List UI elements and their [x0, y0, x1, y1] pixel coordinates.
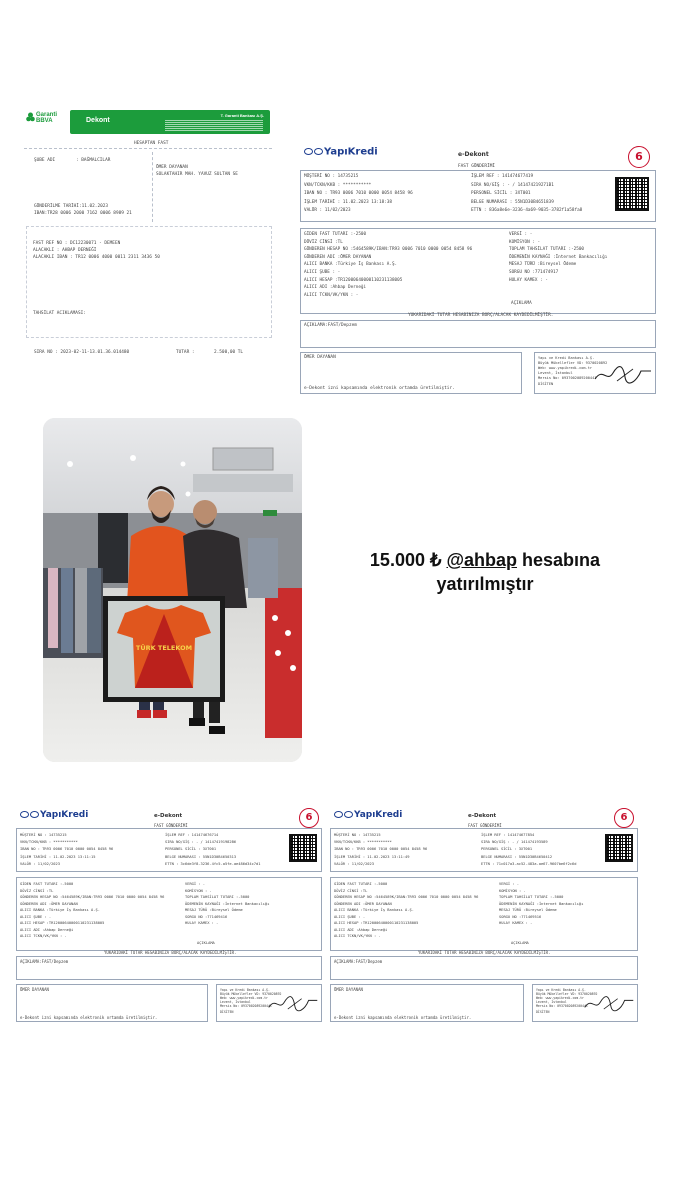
yk-bl-bank-block-5: Mersis No: 0937002089200441 — [220, 1004, 272, 1008]
yk-bank-block: Yapı ve Kredi Bankası A.Ş. — [538, 356, 595, 360]
signature-icon — [583, 993, 635, 1013]
yk-br-footer-left-box — [330, 984, 524, 1022]
receipt-row: SORGU NO :771474917 — [509, 270, 559, 275]
yk-br-logo-text: YapıKredi — [354, 810, 403, 820]
receipt-row: MÜŞTERİ NO : 14735215 — [304, 174, 359, 179]
yk-br-info-box — [330, 828, 638, 872]
yk-subtitle: FAST GÖNDERİMİ — [458, 164, 496, 169]
receipt-row: GÖNDEREN HESAP NO :5464589K/IBAN:TR93 0006 7010 0000 0054 8458 96 — [20, 895, 165, 899]
yk-qr-code-icon — [615, 177, 649, 211]
receipt-row: VKN/TCKN/KKB : *********** — [304, 182, 372, 188]
receipt-row: ALICI BANKA :Türkiye İş Bankası A.Ş. — [20, 908, 100, 912]
yk-bl-logo — [20, 811, 88, 818]
caption-line2: yatırılmıştır — [436, 574, 534, 594]
garanti-sira: SIRA NO : 2023-02-11-13.01.36.014480 — [34, 350, 130, 355]
garanti-alacakli: ALACAKLI : AHBAP DERNEĞİ — [33, 248, 97, 253]
yk-br-footer-name: ÖMER DAYANAN — [334, 987, 363, 992]
yk-notice: YUKARIDAKİ TUTAR HESABINIZA BORÇ/ALACAK KAYDEDİLMİŞTİR. — [408, 313, 554, 318]
garanti-tutar-value: 2.500,00 TL — [214, 350, 244, 355]
yk-logo-icon — [304, 148, 313, 155]
caption-mention-link[interactable]: @ahbap — [446, 550, 518, 570]
receipt-row: MESAJ TÜRÜ :Bireysel Ödeme — [185, 908, 243, 912]
receipt-row: PERSONEL SİCİL : 3XT001 — [471, 191, 531, 196]
yk-info-box — [300, 170, 656, 222]
garanti-aciklama: TAHSİLAT ACIKLAMASI: — [33, 311, 86, 316]
yk-bl-footer-left-box — [16, 984, 208, 1022]
receipt-row: IBAN NO : TR93 0006 7010 0000 0054 8458 96 — [20, 847, 114, 852]
yk-bl-bank-block-4: Levent, İstanbul — [220, 1000, 251, 1004]
yk-br-bank-block-4: Levent, İstanbul — [536, 1000, 567, 1004]
receipt-row: ALICI ADI :Ahbap Derneği — [334, 927, 388, 932]
yk-footer-note: e-Dekont izni kapsamında elektronik ortamda üretilmiştir. — [304, 386, 455, 391]
garanti-doc-type: Dekont — [86, 117, 110, 124]
receipt-row: SIRA NO/GİŞ : - / 141474193589 — [481, 840, 548, 845]
receipt-row: İŞLEM TARİHİ : 11.02.2023 13:18:38 — [304, 199, 392, 205]
garanti-detail-box — [26, 226, 272, 338]
yk-br-seal-icon — [614, 808, 634, 828]
receipt-row: HULAY KAMEX : - — [185, 921, 219, 925]
receipt-row: TOPLAM TAHSİLAT TUTARI :-5000 — [185, 895, 250, 899]
aciklama-label: AÇIKLAMA — [197, 941, 215, 945]
receipt-row: ALICI ADI :Ahbap Derneği — [20, 927, 74, 932]
receipt-row: MESAJ TÜRÜ :Bireysel Ödeme — [499, 908, 557, 912]
receipt-row: GÖNDEREN ADI :ÖMER DAYANAN — [334, 901, 392, 906]
receipt-row: GİDEN FAST TUTARI :-2500 — [304, 232, 367, 237]
yk-bl-footer-note: e-Dekont izni kapsamında elektronik ortamda üretilmiştir. — [20, 1015, 158, 1020]
yk-bl-bank-block-2: Büyük Mükellefler VD: 9370020892 — [220, 992, 282, 996]
yk-bl-info-box — [16, 828, 322, 872]
yk-seal-text: 6 — [635, 150, 643, 163]
yk-br-bank-block-2: Büyük Mükellefler VD: 9370020892 — [536, 992, 598, 996]
receipt-row: GİDEN FAST TUTARI :-5000 — [334, 882, 388, 886]
yk-br-bank-block: Yapı ve Kredi Bankası A.Ş. — [536, 988, 586, 992]
yapikredi-receipt-bottom-right — [328, 805, 640, 1027]
yk-bl-aciklama-box — [16, 956, 322, 980]
receipt-row: HULAY KAMEX : - — [499, 921, 533, 925]
receipt-row: ALICI TCKN/VK/YKN : - — [334, 934, 381, 938]
receipt-row: SIRA NO/GİŞ : - / 141474219271B1 — [471, 182, 554, 188]
signature-icon — [267, 993, 319, 1013]
garanti-header-fineprint — [165, 119, 263, 131]
receipt-row: ETTN : 836a8e6e-3236-4a69-9035-3782f1a58fa8 — [471, 208, 583, 213]
receipt-row: İŞLEM REF : 141474676714 — [165, 833, 219, 837]
yk-aciklama-box — [300, 320, 656, 348]
receipt-row: ÖDEMENİN KAYNAĞI :İnternet Bankacılığı — [185, 901, 270, 906]
yk-footer-name: ÖMER DAYANAN — [304, 355, 336, 360]
receipt-row: ÖDEMENİN KAYNAĞI :İnternet Bankacılığı — [499, 901, 584, 906]
garanti-address: SOLAKTAHIR MAH. YAVUZ SULTAN SE — [156, 172, 238, 177]
receipt-row: GÖNDEREN HESAP NO :5464589K/IBAN:TR93 0006 7010 0000 0054 8458 96 — [334, 895, 479, 899]
receipt-row: GÖNDEREN ADI :ÖMER DAYANAN — [20, 901, 78, 906]
receipt-row: ETTN : 3c6de3f8-3236-4fc5-a5fe-ae486d34c7d1 — [165, 861, 261, 866]
receipt-row: BELGE NUMARASI : 55N1D30B4650412 — [481, 854, 553, 859]
receipt-row: SORGU NO :771469416 — [185, 914, 228, 919]
receipt-row: SORGU NO :771469516 — [499, 914, 542, 919]
receipt-row: VKN/TCKN/KKB : *********** — [20, 840, 78, 845]
yk-br-title: e-Dekont — [468, 813, 497, 819]
receipt-row: MÜŞTERİ NO : 14735215 — [20, 833, 67, 837]
receipt-row: SIRA NO/GİŞ : - / 141474191982B6 — [165, 840, 237, 845]
yk-br-notice: YUKARIDAKİ TUTAR HESABINIZA BORÇ/ALACAK KAYDEDİLMİŞTİR. — [418, 950, 551, 955]
receipt-row: GÖNDEREN ADI :ÖMER DAYANAN — [304, 254, 372, 260]
yk-bl-logo-icon-2 — [30, 811, 39, 818]
receipt-row: DÖVİZ CİNSİ :TL — [20, 888, 54, 893]
yk-bl-qr-code-icon — [289, 834, 317, 862]
yk-detail-box — [300, 228, 656, 314]
yk-bl-bank-block-3: Web: www.yapikredi.com.tr — [220, 996, 268, 1000]
receipt-row: IBAN NO : TR93 0006 7010 0000 0054 8458 96 — [334, 847, 428, 852]
yk-br-footer-note: e-Dekont izni kapsamında elektronik ortamda üretilmiştir. — [334, 1015, 472, 1020]
receipt-row: İŞLEM TARİHİ : 11.02.2023 13:11:15 — [20, 854, 96, 859]
yk-br-footer-right-box — [532, 984, 638, 1022]
receipt-row: ETTN : 71c017a3-ac52-483a-ae67-9607be6f2c6d — [481, 861, 577, 866]
receipt-row: ALICI ŞUBE : - — [304, 270, 341, 275]
yk-bl-seal-icon — [299, 808, 319, 828]
receipt-row: VALÖR : 11/02/2023 — [304, 208, 351, 213]
receipt-row: MESAJ TÜRÜ :Bireysel Ödeme — [509, 262, 577, 268]
yk-bl-notice: YUKARIDAKİ TUTAR HESABINIZA BORÇ/ALACAK KAYDEDİLMİŞTİR. — [104, 950, 237, 955]
yk-seal-icon — [628, 146, 650, 168]
receipt-row: VALÖR : 11/02/2023 — [334, 861, 374, 866]
yk-br-bank-block-6: DİSİTEN — [536, 1010, 550, 1014]
yk-bank-block-5: Mersis No: 0937002089200441 — [538, 376, 597, 380]
yapikredi-receipt-top — [298, 140, 660, 398]
receipt-row: MÜŞTERİ NO : 14735215 — [334, 833, 381, 837]
yk-br-qr-code-icon — [605, 834, 633, 862]
yk-bl-bank-block: Yapı ve Kredi Bankası A.Ş. — [220, 988, 270, 992]
jersey-text: TÜRK TELEKOM — [135, 644, 193, 652]
yk-bl-footer-name: ÖMER DAYANAN — [20, 987, 49, 992]
receipt-row: VALÖR : 11/02/2023 — [20, 861, 60, 866]
yk-footer-left-box — [300, 352, 522, 394]
yk-bl-aciklama-row: AÇIKLAMA:FAST/Depzem — [20, 959, 69, 964]
yk-footer-right-box — [534, 352, 656, 394]
garanti-ref: FAST REF NO : DC12230071 - DEMEEN — [33, 241, 121, 246]
yk-br-aciklama-row: AÇIKLAMA:FAST/Depzem — [334, 959, 383, 964]
yapikredi-receipt-bottom-left — [14, 805, 324, 1027]
yk-bl-footer-right-box — [216, 984, 322, 1022]
receipt-row: TOPLAM TAHSİLAT TUTARI :-2500 — [509, 247, 585, 253]
garanti-divider — [24, 148, 272, 149]
yk-br-bank-block-5: Mersis No: 0937002089200441 — [536, 1004, 588, 1008]
yk-logo — [304, 148, 378, 156]
receipt-row: KOMİSYON : - — [509, 239, 541, 245]
garanti-title: HESAPTAN FAST — [134, 141, 169, 146]
yk-br-logo — [334, 811, 402, 818]
receipt-row: ALICI BANKA :Türkiye İş Bankası A.Ş. — [304, 262, 398, 268]
receipt-row: DÖVİZ CİNSİ :TL — [334, 888, 368, 893]
garanti-sube-value: : BAĞMALCILAR — [76, 158, 111, 163]
garanti-sube-label: ŞUBE ADI — [34, 158, 56, 163]
receipt-row: BELGE NUMARASI : 55N1D30B4651839 — [471, 199, 554, 205]
receipt-row: DÖVİZ CİNSİ :TL — [304, 239, 343, 245]
yk-br-bank-block-3: Web: www.yapikredi.com.tr — [536, 996, 584, 1000]
yk-br-aciklama-box — [330, 956, 638, 980]
receipt-row: IBAN NO : TR93 0006 7010 0000 0054 8458 96 — [304, 191, 413, 196]
yk-bank-block-4: Levent, İstanbul — [538, 371, 573, 375]
receipt-row: ALICI HESAP :TR12000640000110231138005 — [304, 277, 403, 283]
receipt-row: İŞLEM REF : 141474677854 — [481, 833, 535, 837]
receipt-row: VERGİ : - — [509, 232, 533, 237]
caption-line1-rest: hesabına — [522, 550, 601, 570]
receipt-row: GÖNDEREN HESAP NO :5464589K/IBAN:TR93 0006 7010 0000 0054 8458 96 — [304, 247, 473, 253]
receipt-row: ALICI BANKA :Türkiye İş Bankası A.Ş. — [334, 908, 414, 912]
yk-bl-bank-block-6: DİSİTEN — [220, 1010, 234, 1014]
yk-bl-logo-icon — [20, 811, 29, 818]
caption-amount: 15.000 ₺ — [369, 550, 442, 570]
garanti-date: GÖNDERİLME TARİHİ:11.02.2023 — [34, 204, 109, 209]
yk-br-seal-text: 6 — [620, 812, 628, 823]
receipt-row: VERGİ : - — [185, 882, 205, 886]
garanti-header-bar — [70, 110, 270, 134]
yk-bank-block-2: Büyük Mükellefler VD: 9370020892 — [538, 361, 608, 365]
signature-icon — [593, 363, 653, 385]
donation-caption — [330, 548, 640, 596]
receipt-row: VKN/TCKN/KKB : *********** — [334, 840, 392, 845]
yk-title: e-Dekont — [458, 151, 489, 158]
receipt-row: KOMİSYON : - — [185, 888, 212, 893]
receipt-row: ALICI TCKN/VK/YKN : - — [304, 292, 359, 298]
yk-br-detail-box — [330, 877, 638, 951]
receipt-row: İŞLEM REF : 141474677419 — [471, 174, 534, 179]
receipt-row: PERSONEL SİCİL : 3XT001 — [165, 847, 217, 852]
receipt-row: TOPLAM TAHSİLAT TUTARI :-5000 — [499, 895, 564, 899]
framed-jersey — [103, 596, 225, 702]
yk-bank-block-3: Web: www.yapikredi.com.tr — [538, 366, 593, 370]
receipt-row: ALICI HESAP :TR12000640000110231138005 — [20, 921, 105, 925]
aciklama-label: AÇIKLAMA — [511, 941, 529, 945]
donation-photo — [43, 418, 302, 762]
receipt-row: İŞLEM TARİHİ : 11.02.2023 13:11:49 — [334, 854, 410, 859]
yk-br-logo-icon-2 — [344, 811, 353, 818]
receipt-row: ALICI ŞUBE : - — [334, 914, 366, 919]
receipt-row: HULAY KAMEX : - — [509, 277, 548, 283]
yk-bl-title: e-Dekont — [154, 813, 183, 819]
receipt-row: ALICI ŞUBE : - — [20, 914, 52, 919]
receipt-row: PERSONEL SİCİL : 3XT001 — [481, 847, 533, 852]
yk-logo-icon-2 — [314, 148, 323, 155]
garanti-receipt — [24, 108, 272, 361]
yk-bl-seal-text: 6 — [305, 812, 313, 823]
receipt-row: VERGİ : - — [499, 882, 519, 886]
receipt-row: BELGE NUMARASI : 55N1D30B4650313 — [165, 854, 237, 859]
garanti-alacakli-iban: ALACAKLI IBAN : TR12 0006 4000 0011 2311 3436 50 — [33, 255, 160, 260]
yk-bl-detail-box — [16, 877, 322, 951]
garanti-bank-name: T. Garanti Bankası A.Ş. — [220, 113, 264, 118]
receipt-row: ÖDEMENİN KAYNAĞI :İnternet Bankacılığı — [509, 254, 608, 260]
yk-br-logo-icon — [334, 811, 343, 818]
garanti-logo-text: Garanti BBVA — [36, 112, 58, 124]
aciklama-label: AÇIKLAMA — [511, 301, 532, 306]
yk-br-subtitle: FAST GÖNDERİMİ — [468, 823, 502, 828]
receipt-row: KOMİSYON : - — [499, 888, 526, 893]
garanti-iban: IBAN:TR28 0006 2000 7162 0006 8989 21 — [34, 211, 132, 216]
receipt-row: ALICI ADI :Ahbap Derneği — [304, 285, 367, 291]
yk-bl-subtitle: FAST GÖNDERİMİ — [154, 823, 188, 828]
yk-bl-logo-text: YapıKredi — [40, 810, 89, 820]
garanti-vertical-divider — [152, 152, 153, 222]
garanti-clover-icon — [26, 112, 35, 124]
yk-aciklama-row: AÇIKLAMA:FAST/Depzem — [304, 323, 357, 328]
yk-logo-text: YapıKredi — [324, 146, 378, 158]
receipt-row: GİDEN FAST TUTARI :-5000 — [20, 882, 74, 886]
garanti-name: ÖMER DAYANAN — [156, 165, 188, 170]
receipt-row: ALICI TCKN/VK/YKN : - — [20, 934, 67, 938]
receipt-row: ALICI HESAP :TR12000640000110231138005 — [334, 921, 419, 925]
garanti-tutar-label: TUTAR : — [176, 350, 195, 355]
yk-bank-block-6: DİSİTEN — [538, 382, 554, 386]
photo-scene — [43, 418, 302, 762]
